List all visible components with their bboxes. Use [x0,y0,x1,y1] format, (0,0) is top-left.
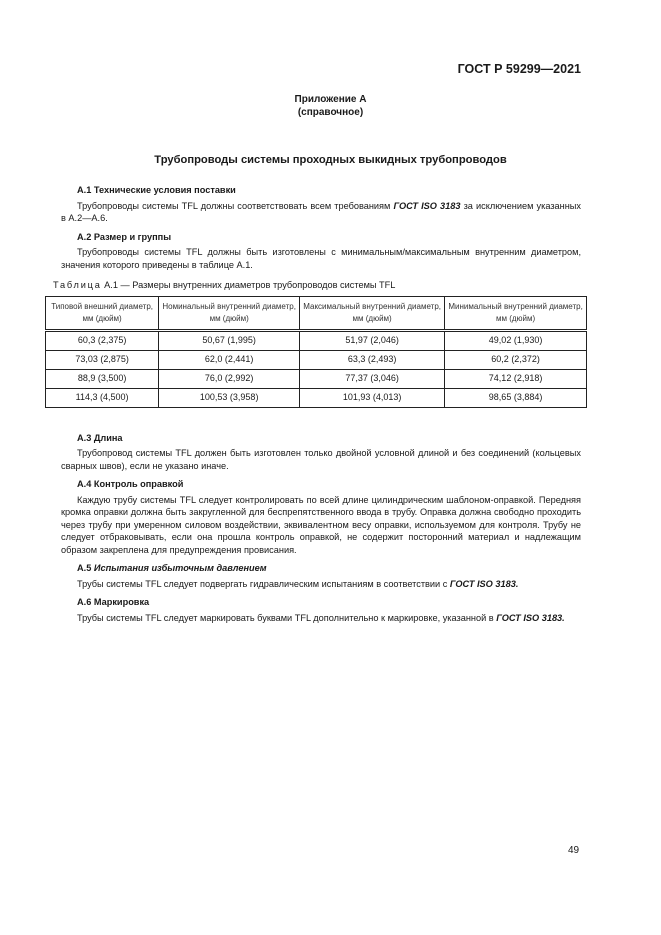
column-header: Типовой внешний диаметр, мм (дюйм) [46,296,159,330]
table-caption-text: А.1 — Размеры внутренних диаметров трубопроводов системы TFL [101,280,396,290]
table-row [46,369,587,388]
table-cell: 77,37 (3,046) [300,369,445,388]
section-text-a5 [61,578,581,591]
section-heading-a4: А.4 Контроль оправкой [77,479,184,489]
document-code: ГОСТ Р 59299—2021 [457,62,581,76]
table-cell: 98,65 (3,884) [445,388,587,407]
table-cell: 62,0 (2,441) [159,350,300,369]
section-number: А.5 [77,563,94,573]
standard-reference: ГОСТ ISO 3183. [496,612,565,623]
section-text-a2: Трубопроводы системы TFL должны быть изготовлены с минимальным/максимальным внутренним диаметром, значения которого приведены в таблице А.1. [61,247,581,270]
column-header: Номинальный внутренний диаметр, мм (дюйм) [159,296,300,330]
table-cell: 114,3 (4,500) [46,388,159,407]
table-cell: 100,53 (3,958) [159,388,300,407]
section-heading-a1: А.1 Технические условия поставки [77,185,236,195]
appendix-type: (справочное) [297,107,364,118]
appendix-heading [0,93,661,119]
table-cell: 88,9 (3,500) [46,369,159,388]
section-text-a4: Каждую трубу системы TFL следует контролировать по всей длине цилиндрическим шаблоном-оправкой. Передняя кромка оправки должна быть закругленной для беспрепятственного ввода в трубу. Оправка должна свободно проходить через трубу при умеренном силовом воздействии, эквивалентном весу оправки, используемом для контроля. Трубу не следует отбраковывать, если она прошла контроль оправкой, не содержит посторонний материал и надлежащим образом закреплена для предупреждения провисания. [61,494,581,555]
table-cell: 50,67 (1,995) [159,330,300,350]
appendix-label: Приложение А [294,94,367,105]
table-caption-label: Таблица [53,280,102,290]
text: Трубы системы TFL следует маркировать буквами TFL дополнительно к маркировке, указанной в [77,612,497,623]
text: Трубы системы TFL следует подвергать гидравлическим испытаниям в соответствии с [77,578,450,589]
section-heading-a6: А.6 Маркировка [77,597,150,607]
section-text-a6 [61,612,581,625]
table-cell: 60,2 (2,372) [445,350,587,369]
document-body [51,184,583,630]
table-cell: 63,3 (2,493) [300,350,445,369]
table-cell: 101,93 (4,013) [300,388,445,407]
standard-reference: ГОСТ ISO 3183. [449,578,519,589]
table-cell: 73,03 (2,875) [46,350,159,369]
section-text-a1 [61,200,581,225]
table-cell: 51,97 (2,046) [300,330,445,350]
table-cell: 49,02 (1,930) [445,330,587,350]
table-caption [53,279,581,292]
section-heading-a2: А.2 Размер и группы [77,231,172,242]
standard-reference: ГОСТ ISO 3183 [393,200,461,211]
text: Трубопроводы системы TFL должны соответствовать всем требованиям [77,200,394,211]
table-row [46,350,587,369]
table-row [46,388,587,407]
section-text-a3: Трубопровод системы TFL должен быть изготовлен только двойной условной длиной и без соединений (кольцевых сварных швов), если не указано иначе. [61,448,581,471]
page-number: 49 [568,845,580,856]
table-cell: 60,3 (2,375) [46,330,159,350]
table-cell: 74,12 (2,918) [445,369,587,388]
table-row [46,330,587,350]
diameters-table [45,296,587,408]
table-header-row [46,296,587,330]
section-heading-a3: А.3 Длина [77,432,123,443]
section-heading-a5 [61,562,581,575]
text: за исключением указанных в А.2—А.6. [61,200,581,223]
column-header: Минимальный внутренний диаметр, мм (дюйм) [445,296,587,330]
table-cell: 76,0 (2,992) [159,369,300,388]
page-title: Трубопроводы системы проходных выкидных трубопроводов [154,154,507,166]
section-title: Испытания избыточным давлением [93,563,267,573]
column-header: Максимальный внутренний диаметр, мм (дюйм) [300,296,445,330]
